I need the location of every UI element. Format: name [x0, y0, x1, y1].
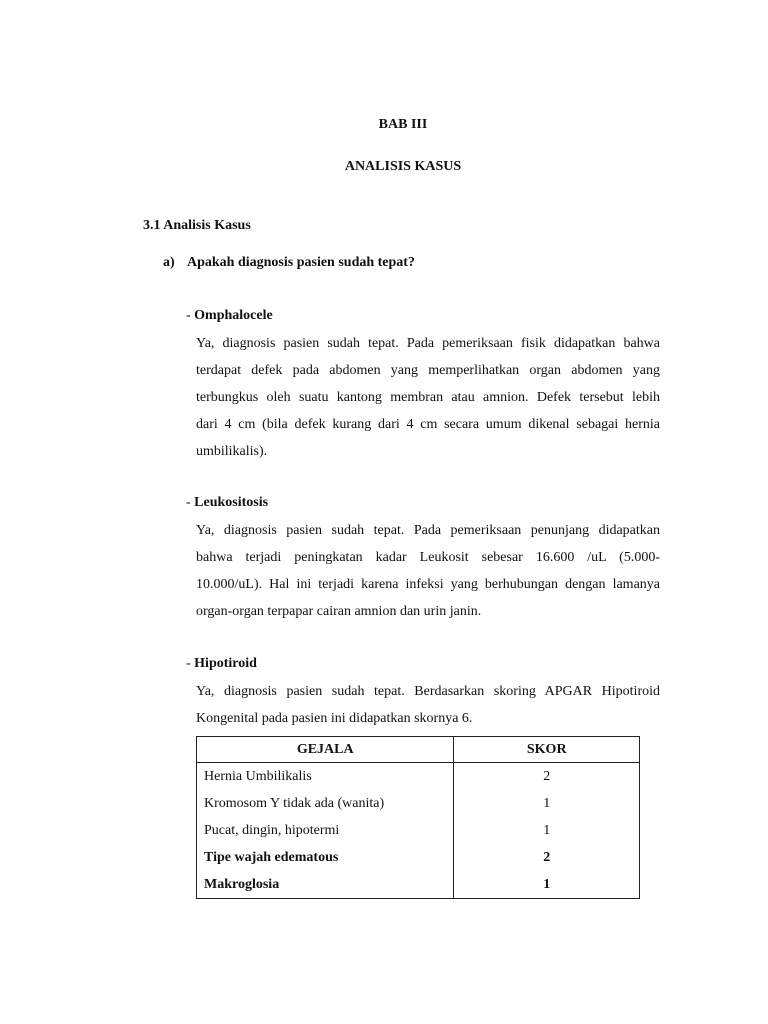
table-row: [197, 790, 640, 817]
diagnosis-paragraph-hipotiroid: [196, 678, 660, 732]
chapter-title: ANALISIS KASUS: [344, 159, 462, 174]
diagnosis-title: Hipotiroid: [194, 656, 257, 671]
paragraph-line: terbungkus oleh suatu kantong membran atau amnion. Defek tersebut lebih: [196, 390, 660, 405]
chapter-number: BAB III: [378, 117, 428, 132]
gejala-cell: Pucat, dingin, hipotermi: [197, 817, 454, 844]
diagnosis-dash: -: [186, 656, 195, 671]
paragraph-line: bahwa terjadi peningkatan kadar Leukosit sebesar 16.600 /uL (5.000-: [196, 550, 660, 565]
paragraph-line: terdapat defek pada abdomen yang memperlihatkan organ abdomen yang: [196, 363, 660, 378]
paragraph-line: Ya, diagnosis pasien sudah tepat. Pada pemeriksaan penunjang didapatkan: [196, 523, 660, 538]
skor-cell: 1: [454, 817, 640, 844]
diagnosis-dash: -: [186, 495, 195, 510]
gejala-cell: Tipe wajah edematous: [197, 844, 454, 871]
gejala-cell: Hernia Umbilikalis: [197, 763, 454, 791]
table-header-row: [197, 737, 640, 763]
column-header-gejala: GEJALA: [197, 737, 454, 763]
skor-cell: 1: [454, 871, 640, 899]
column-header-skor: SKOR: [454, 737, 640, 763]
diagnosis-paragraph-leukositosis: [196, 517, 660, 625]
diagnosis-title: Omphalocele: [194, 308, 273, 323]
diagnosis-title: Leukositosis: [194, 495, 269, 510]
paragraph-line: 10.000/uL). Hal ini terjadi karena infeksi yang berhubungan dengan lamanya: [196, 577, 660, 592]
skor-cell: 2: [454, 844, 640, 871]
diagnosis-heading-omphalocele: [186, 308, 273, 324]
skor-cell: 1: [454, 790, 640, 817]
paragraph-line: dari 4 cm (bila defek kurang dari 4 cm secara umum dikenal sebagai hernia: [196, 417, 660, 432]
apgar-hipotiroid-table: [196, 736, 640, 899]
paragraph-line: Ya, diagnosis pasien sudah tepat. Pada pemeriksaan fisik didapatkan bahwa: [196, 336, 660, 351]
question: [163, 255, 415, 271]
table-row: [197, 817, 640, 844]
section-title: 3.1 Analisis Kasus: [143, 218, 251, 233]
paragraph-line: Ya, diagnosis pasien sudah tepat. Berdasarkan skoring APGAR Hipotiroid: [196, 684, 660, 699]
diagnosis-paragraph-omphalocele: [196, 330, 660, 465]
table-row: [197, 763, 640, 791]
paragraph-line: umbilikalis).: [196, 444, 268, 459]
diagnosis-heading-leukositosis: [186, 495, 268, 511]
diagnosis-dash: -: [186, 308, 195, 323]
gejala-cell: Kromosom Y tidak ada (wanita): [197, 790, 454, 817]
diagnosis-heading-hipotiroid: [186, 656, 257, 672]
table-row: [197, 871, 640, 899]
question-label: a): [163, 255, 175, 270]
question-text: Apakah diagnosis pasien sudah tepat?: [187, 255, 415, 270]
skor-cell: 2: [454, 763, 640, 791]
paragraph-line: organ-organ terpapar cairan amnion dan urin janin.: [196, 604, 482, 619]
gejala-cell: Makroglosia: [197, 871, 454, 899]
table-row: [197, 844, 640, 871]
paragraph-line: Kongenital pada pasien ini didapatkan skornya 6.: [196, 711, 473, 726]
